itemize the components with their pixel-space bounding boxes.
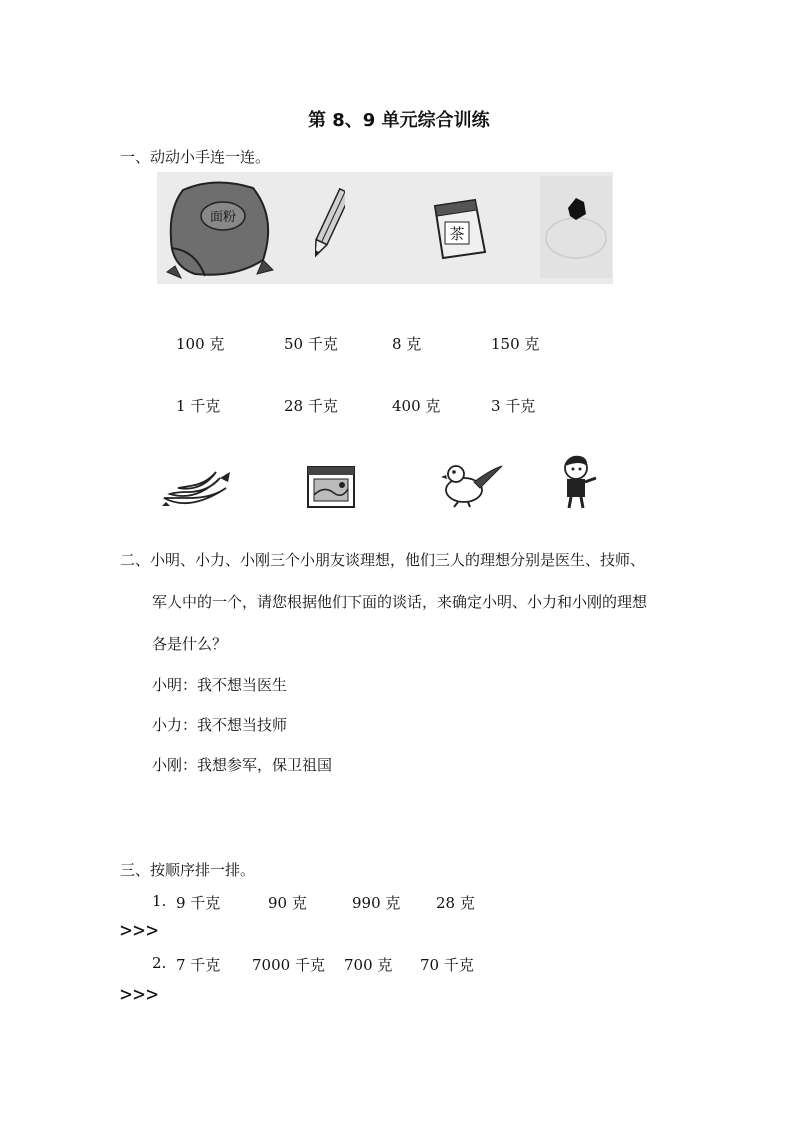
weight-option: 400 克 <box>392 397 441 415</box>
sort-item: 700 克 <box>344 956 393 974</box>
sort-item: 28 克 <box>436 894 475 912</box>
egg-image <box>540 176 612 278</box>
weight-option: 1 千克 <box>176 397 221 415</box>
section2-line: 各是什么？ <box>152 635 228 653</box>
top-image-strip <box>157 172 613 284</box>
flour-sack-image <box>165 178 275 280</box>
weight-option: 8 克 <box>392 335 422 353</box>
book-image <box>306 465 356 509</box>
bananas-image <box>160 468 234 510</box>
tea-bag-image <box>429 196 489 262</box>
section2-line: 二、小明、小力、小刚三个小朋友谈理想，他们三人的理想分别是医生、技师、 <box>120 551 646 569</box>
duck-image <box>440 460 504 508</box>
weight-option: 28 千克 <box>284 397 338 415</box>
dialogue-line: 小力：我不想当技师 <box>152 716 288 734</box>
section3-heading: 三、按顺序排一排。 <box>120 861 256 879</box>
flour-label: 面粉 <box>209 210 237 225</box>
page-title: 第 8、9 单元综合训练 <box>308 110 490 131</box>
sort-item: 7000 千克 <box>252 956 325 974</box>
sort-item: 990 克 <box>352 894 401 912</box>
section1-heading: 一、动动小手连一连。 <box>120 148 271 166</box>
dialogue-line: 小明：我不想当医生 <box>152 676 288 694</box>
dialogue-line: 小刚：我想参军，保卫祖国 <box>152 756 333 774</box>
weight-option: 3 千克 <box>491 397 536 415</box>
answer-line: >>> <box>120 982 160 1006</box>
child-image <box>558 454 602 510</box>
tea-label: 茶 <box>449 225 465 243</box>
answer-line: >>> <box>120 918 160 942</box>
pencil-image <box>315 184 345 264</box>
sort-item: 7 千克 <box>176 956 221 974</box>
weight-option: 150 克 <box>491 335 540 353</box>
weight-option: 100 克 <box>176 335 225 353</box>
question-number: 2. <box>152 954 167 972</box>
section2-line: 军人中的一个，请您根据他们下面的谈话，来确定小明、小力和小刚的理想 <box>152 593 648 611</box>
sort-item: 70 千克 <box>420 956 474 974</box>
question-number: 1. <box>152 892 167 910</box>
sort-item: 90 克 <box>268 894 307 912</box>
weight-option: 50 千克 <box>284 335 338 353</box>
sort-item: 9 千克 <box>176 894 221 912</box>
